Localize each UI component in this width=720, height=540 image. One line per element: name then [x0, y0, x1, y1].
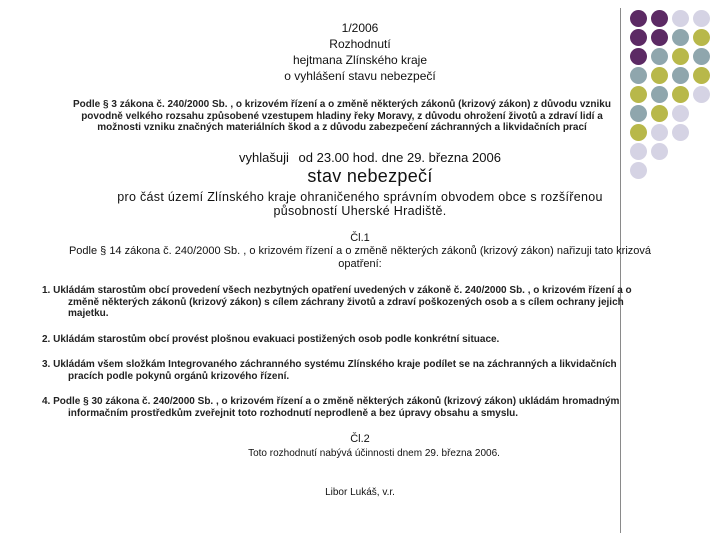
measure-1: 1. Ukládám starostům obcí provedení všech nezbytných opatření uvedených v zákoně č. 240/2000 Sb. , o krizovém řízení a o změně některých zákonů (krizový zákon) s cílem záchrany životů a zdraví poškozených osob a s cílem ochrany jejich majetku.: [42, 285, 632, 319]
decorative-dot: [651, 105, 668, 122]
decorative-dot: [672, 29, 689, 46]
decorative-dot: [651, 48, 668, 65]
measure-2: 2. Ukládám starostům obcí provést plošnou evakuaci postižených osob podle konkrétní situace.: [42, 334, 500, 345]
decorative-dot: [630, 105, 647, 122]
signature: Libor Lukáš, v.r.: [325, 487, 395, 498]
decorative-dot: [693, 67, 710, 84]
measure-4: 4. Podle § 30 zákona č. 240/2000 Sb. , o krizovém řízení a o změně některých zákonů (krizový zákon) ukládám hromadným informačním prostředkům zveřejnit toto rozhodnutí neprodleně a bez úpravy obsahu a smyslu.: [42, 396, 620, 419]
declaration-line: [190, 150, 550, 166]
decorative-dot: [672, 10, 689, 27]
decision-type: Rozhodnutí: [329, 37, 391, 51]
decorative-dot: [672, 86, 689, 103]
decorative-dot: [630, 29, 647, 46]
decorative-dot: [693, 29, 710, 46]
decorative-dot: [651, 29, 668, 46]
decorative-dot: [651, 10, 668, 27]
decorative-dot: [630, 124, 647, 141]
decorative-dot: [630, 86, 647, 103]
decorative-dot: [672, 124, 689, 141]
decorative-dot: [693, 48, 710, 65]
decorative-dot: [672, 48, 689, 65]
article-1-heading: Čl.1: [350, 232, 370, 244]
declare-word: vyhlašuji: [239, 150, 289, 165]
article-2-text: Toto rozhodnutí nabývá účinnosti dnem 29. března 2006.: [248, 448, 500, 459]
decision-issuer: hejtmana Zlínského kraje: [292, 53, 428, 67]
measure-3: 3. Ukládám všem složkám Integrovaného záchranného systému Zlínského kraje podílet se na záchranných a likvidačních pracích podle pokynů orgánů krizového řízení.: [42, 359, 617, 382]
article-2-heading: Čl.2: [350, 433, 370, 445]
declare-time: od 23.00 hod. dne 29. března 2006: [298, 150, 501, 165]
state-of-danger: stav nebezpečí: [307, 166, 433, 186]
decorative-dot: [630, 143, 647, 160]
decision-number: 1/2006: [341, 21, 379, 35]
decorative-dot: [630, 67, 647, 84]
legal-basis: Podle § 3 zákona č. 240/2000 Sb. , o krizovém řízení a o změně některých zákonů (krizový zákon) z důvodu vzniku povodně velkého rozsahu způsobené vzestupem hladiny řeky Moravy, z důvodu ohrožení životů a zdraví lidí a možnosti vzniku značných materiálních škod a z důvodu zabezpečení záchranných a likvidačních prací: [73, 99, 611, 133]
affected-area: pro část území Zlínského kraje ohraničeného správním obvodem obce s rozšířenou působností Uherské Hradiště.: [117, 190, 603, 218]
decorative-dot: [672, 67, 689, 84]
decorative-dot: [693, 86, 710, 103]
decorative-dot: [630, 10, 647, 27]
decorative-dot: [651, 143, 668, 160]
decorative-dot: [672, 105, 689, 122]
decorative-dot: [693, 10, 710, 27]
decorative-dot-grid: [630, 10, 720, 180]
decorative-dot: [651, 67, 668, 84]
decorative-dot: [651, 124, 668, 141]
decision-subject: o vyhlášení stavu nebezpečí: [284, 69, 436, 83]
decorative-dot: [630, 48, 647, 65]
article-1-intro: Podle § 14 zákona č. 240/2000 Sb. , o krizovém řízení a o změně některých zákonů (krizový zákon) nařizuji tato krizová opatření:: [68, 245, 652, 270]
decorative-dot: [630, 162, 647, 179]
decorative-dot: [651, 86, 668, 103]
decision-title: [240, 20, 480, 84]
